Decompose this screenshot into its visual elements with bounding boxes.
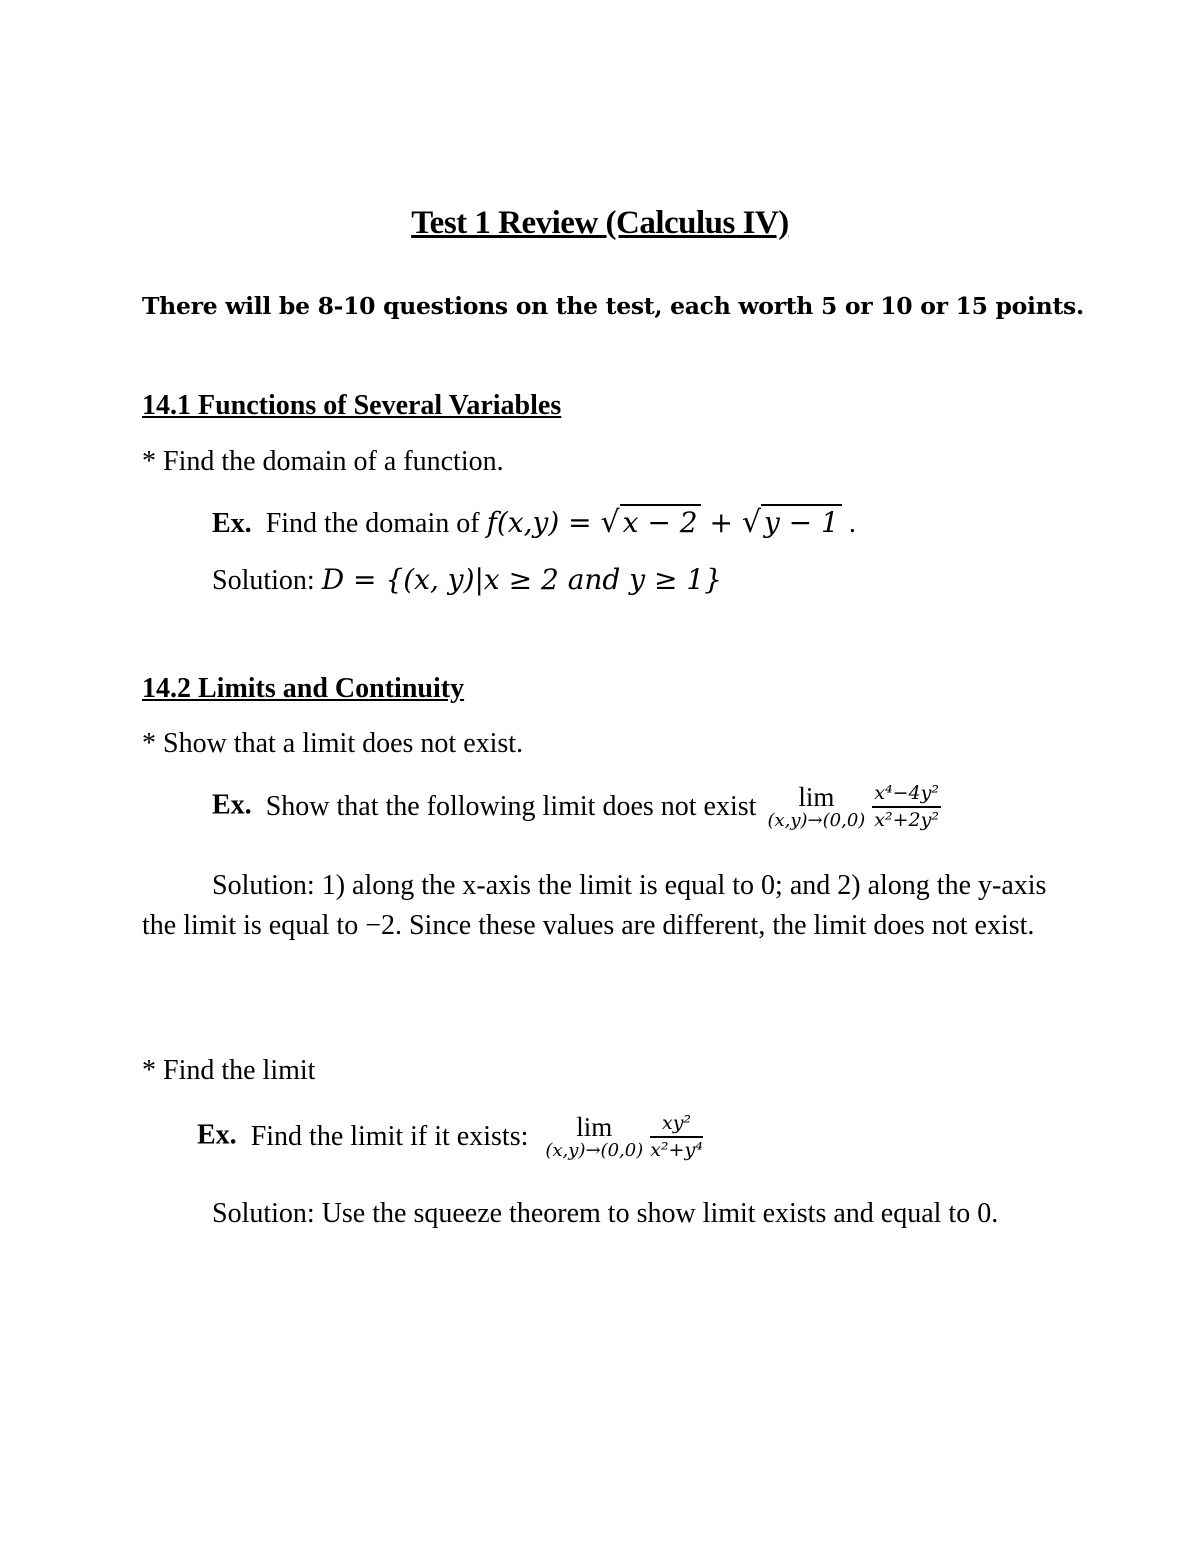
example-label: Ex. — [212, 508, 252, 539]
limit-operator: lim (x,y)→(0,0) — [767, 782, 866, 831]
section-heading-14-1: 14.1 Functions of Several Variables — [142, 390, 562, 421]
example-text: Find the limit if it exists: — [250, 1121, 529, 1152]
solution-limit-not-exist: Solution: 1) along the x-axis the limit is equal to 0; and 2) along the y-axis the limit is equal to −2. Since these values are different, the limit does not exist. — [142, 870, 1047, 941]
sqrt-x-minus-2: √ x − 2 — [601, 505, 701, 540]
solution-domain — [212, 563, 722, 597]
bullet-find-limit: * Find the limit — [142, 1055, 316, 1086]
solution-find-limit: Solution: Use the squeeze theorem to show limit exists and equal to 0. — [212, 1198, 999, 1229]
example-label: Ex. — [212, 789, 252, 821]
solution-math: D = {(x, y)|x ≥ 2 and y ≥ 1} — [321, 563, 722, 596]
example-text: Show that the following limit does not exist — [265, 791, 757, 822]
limit-fraction: $\frac{\text{xy²}}{\text{x²+y⁴}}$ — [650, 1112, 703, 1161]
example-limit-not-exist — [212, 782, 941, 832]
sqrt-y-minus-1: √ y − 1 — [742, 505, 842, 540]
solution-label: Solution: — [212, 565, 315, 596]
plus-sign: + — [700, 506, 742, 539]
function-expression: f(x,y) = — [486, 506, 601, 539]
period: . — [841, 508, 856, 539]
example-domain — [212, 505, 856, 540]
example-find-limit — [197, 1112, 703, 1162]
limit-fraction: $\frac{\text{x⁴−4y²}}{\text{x²+2y²}}$ — [874, 782, 939, 831]
bullet-find-domain: * Find the domain of a function. — [142, 446, 504, 477]
intro-text: There will be 8-10 questions on the test, each worth 5 or 10 or 15 points. — [142, 292, 1084, 320]
example-text: Find the domain of — [265, 508, 480, 539]
bullet-limit-not-exist: * Show that a limit does not exist. — [142, 728, 524, 759]
section-heading-14-2: 14.2 Limits and Continuity — [142, 673, 465, 704]
page-title: Test 1 Review (Calculus IV) — [411, 205, 789, 241]
example-label: Ex. — [197, 1119, 237, 1151]
limit-operator: lim (x,y)→(0,0) — [545, 1112, 644, 1161]
